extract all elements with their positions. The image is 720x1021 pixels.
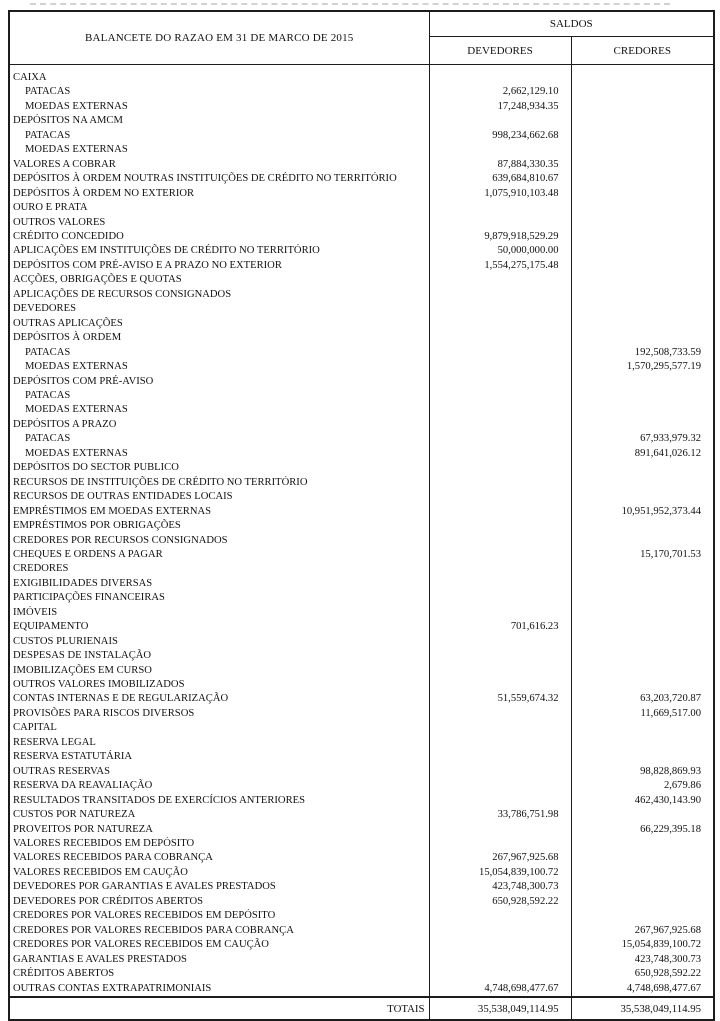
devedores-value	[429, 534, 571, 548]
devedores-value: 50,000,000.00	[429, 244, 571, 258]
devedores-value	[429, 288, 571, 302]
account-label: DEVEDORES	[9, 302, 429, 316]
devedores-value	[429, 216, 571, 230]
devedores-value	[429, 461, 571, 475]
credores-value: 63,203,720.87	[640, 693, 702, 705]
account-label: VALORES RECEBIDOS PARA COBRANÇA	[9, 851, 429, 865]
table-row	[9, 288, 714, 302]
credores-value	[571, 750, 714, 764]
devedores-value	[429, 577, 571, 591]
table-row	[9, 562, 714, 576]
devedores-value	[429, 678, 571, 692]
account-label: DEPÓSITOS A PRAZO	[9, 418, 429, 432]
credores-value: 15,170,701.53	[640, 548, 702, 560]
table-row	[9, 172, 714, 186]
table-row	[9, 158, 714, 172]
table-row	[9, 837, 714, 851]
table-row	[9, 85, 714, 99]
credores-value	[571, 664, 714, 678]
saldos-header: SALDOS	[429, 11, 714, 37]
credores-value	[571, 895, 714, 909]
devedores-value	[429, 389, 571, 403]
table-row	[9, 201, 714, 215]
totals-label: TOTAIS	[9, 997, 429, 1020]
table-row	[9, 548, 714, 562]
table-row	[9, 403, 714, 417]
table-row	[9, 649, 714, 663]
table-row	[9, 187, 714, 201]
account-label: DEPÓSITOS À ORDEM	[9, 331, 429, 345]
table-row	[9, 143, 714, 157]
devedores-value: 4,748,698,477.67	[429, 982, 571, 997]
credores-value	[571, 461, 714, 475]
table-row	[9, 346, 714, 360]
account-label: CRÉDITOS ABERTOS	[9, 967, 429, 981]
table-row	[9, 519, 714, 533]
table-row	[9, 418, 714, 432]
credores-value: 10,951,952,373.44	[621, 505, 702, 517]
account-label: PATACAS	[9, 129, 429, 143]
account-label: CONTAS INTERNAS E DE REGULARIZAÇÃO	[9, 692, 429, 706]
credores-value: 66,229,395.18	[640, 823, 702, 835]
devedores-value	[429, 707, 571, 721]
table-row	[9, 273, 714, 287]
table-row	[9, 606, 714, 620]
table-row	[9, 114, 714, 128]
totals-row	[9, 997, 714, 1020]
table-row	[9, 909, 714, 923]
account-label: CREDORES	[9, 562, 429, 576]
account-label: DEPÓSITOS NA AMCM	[9, 114, 429, 128]
account-label: MOEDAS EXTERNAS	[9, 447, 429, 461]
devedores-value	[429, 562, 571, 576]
table-row	[9, 432, 714, 446]
table-row	[9, 230, 714, 244]
table-row	[9, 244, 714, 258]
devedores-value	[429, 447, 571, 461]
account-label: RECURSOS DE INSTITUIÇÕES DE CRÉDITO NO TERRITÓRIO	[9, 476, 429, 490]
devedores-value	[429, 505, 571, 519]
credores-value: 98,828,869.93	[640, 765, 702, 777]
account-label: PROVISÕES PARA RISCOS DIVERSOS	[9, 707, 429, 721]
table-row	[9, 317, 714, 331]
account-label: VALORES RECEBIDOS EM CAUÇÃO	[9, 866, 429, 880]
account-label: CHEQUES E ORDENS A PAGAR	[9, 548, 429, 562]
account-label: DEPÓSITOS À ORDEM NOUTRAS INSTITUIÇÕES DE CRÉDITO NO TERRITÓRIO	[9, 172, 429, 186]
table-row	[9, 794, 714, 808]
credores-value	[571, 635, 714, 649]
devedores-value	[429, 779, 571, 793]
devedores-value	[429, 765, 571, 779]
table-row	[9, 692, 714, 706]
credores-value	[571, 736, 714, 750]
table-row	[9, 866, 714, 880]
balancete-table	[8, 10, 715, 1021]
account-label: DEVEDORES POR CRÉDITOS ABERTOS	[9, 895, 429, 909]
devedores-value: 267,967,925.68	[429, 851, 571, 865]
devedores-value: 1,075,910,103.48	[429, 187, 571, 201]
devedores-value	[429, 591, 571, 605]
table-row	[9, 129, 714, 143]
credores-value	[571, 476, 714, 490]
credores-value	[571, 302, 714, 316]
table-row	[9, 635, 714, 649]
table-row	[9, 721, 714, 735]
credores-value	[571, 85, 714, 99]
account-label: CRÉDITO CONCEDIDO	[9, 230, 429, 244]
credores-value	[571, 375, 714, 389]
account-label: CUSTOS POR NATUREZA	[9, 808, 429, 822]
credores-value	[571, 606, 714, 620]
account-label: APLICAÇÕES EM INSTITUIÇÕES DE CRÉDITO NO TERRITÓRIO	[9, 244, 429, 258]
credores-value	[571, 866, 714, 880]
table-row	[9, 808, 714, 822]
account-label: APLICAÇÕES DE RECURSOS CONSIGNADOS	[9, 288, 429, 302]
account-label: CREDORES POR RECURSOS CONSIGNADOS	[9, 534, 429, 548]
credores-value: 192,508,733.59	[634, 346, 702, 358]
credores-value	[571, 201, 714, 215]
devedores-value	[429, 346, 571, 360]
account-label: PATACAS	[9, 389, 429, 403]
account-label: MOEDAS EXTERNAS	[9, 100, 429, 114]
account-label: CREDORES POR VALORES RECEBIDOS PARA COBRANÇA	[9, 924, 429, 938]
devedores-value: 9,879,918,529.29	[429, 230, 571, 244]
devedores-value	[429, 418, 571, 432]
devedores-value	[429, 635, 571, 649]
account-label: MOEDAS EXTERNAS	[9, 403, 429, 417]
totals-devedores-value: 35,538,049,114.95	[429, 997, 571, 1020]
devedores-value	[429, 360, 571, 374]
account-label: VALORES A COBRAR	[9, 158, 429, 172]
table-row	[9, 534, 714, 548]
credores-value	[571, 562, 714, 576]
credores-value: 423,748,300.73	[634, 953, 702, 965]
totals-credores-value: 35,538,049,114.95	[571, 997, 714, 1020]
credores-value	[571, 244, 714, 258]
devedores-value: 15,054,839,100.72	[429, 866, 571, 880]
credores-value	[571, 114, 714, 128]
credores-value	[571, 649, 714, 663]
account-label: DEPÓSITOS COM PRÉ-AVISO E A PRAZO NO EXTERIOR	[9, 259, 429, 273]
table-row	[9, 490, 714, 504]
page-title: BALANCETE DO RAZAO EM 31 DE MARCO DE 2015	[9, 11, 429, 65]
devedores-value	[429, 967, 571, 981]
devedores-value	[429, 924, 571, 938]
devedores-value: 423,748,300.73	[429, 880, 571, 894]
devedores-value	[429, 953, 571, 967]
table-row	[9, 750, 714, 764]
account-label: OUTRAS APLICAÇÕES	[9, 317, 429, 331]
devedores-value	[429, 476, 571, 490]
credores-value	[571, 288, 714, 302]
account-label: MOEDAS EXTERNAS	[9, 360, 429, 374]
table-row	[9, 65, 714, 86]
account-label: DEVEDORES POR GARANTIAS E AVALES PRESTADOS	[9, 880, 429, 894]
credores-value: 4,748,698,477.67	[626, 982, 702, 994]
table-row	[9, 360, 714, 374]
account-label: RECURSOS DE OUTRAS ENTIDADES LOCAIS	[9, 490, 429, 504]
devedores-value	[429, 143, 571, 157]
devedores-value	[429, 750, 571, 764]
table-row	[9, 216, 714, 230]
credores-value	[571, 187, 714, 201]
account-label: GARANTIAS E AVALES PRESTADOS	[9, 953, 429, 967]
credores-value	[571, 591, 714, 605]
devedores-value	[429, 736, 571, 750]
credores-value	[571, 880, 714, 894]
account-label: CUSTOS PLURIENAIS	[9, 635, 429, 649]
account-label: OUTRAS RESERVAS	[9, 765, 429, 779]
account-label: RESERVA LEGAL	[9, 736, 429, 750]
credores-value	[571, 534, 714, 548]
table-row	[9, 880, 714, 894]
credores-value	[571, 65, 714, 86]
devedores-value: 1,554,275,175.48	[429, 259, 571, 273]
devedores-value	[429, 649, 571, 663]
devedores-value	[429, 938, 571, 952]
devedores-value	[429, 548, 571, 562]
table-row	[9, 664, 714, 678]
devedores-value	[429, 837, 571, 851]
account-label: RESERVA DA REAVALIAÇÃO	[9, 779, 429, 793]
table-row	[9, 476, 714, 490]
credores-value	[571, 158, 714, 172]
table-row	[9, 447, 714, 461]
account-label: PATACAS	[9, 346, 429, 360]
table-row	[9, 765, 714, 779]
table-row	[9, 851, 714, 865]
credores-value	[571, 389, 714, 403]
account-label: PROVEITOS POR NATUREZA	[9, 823, 429, 837]
credores-value: 11,669,517.00	[640, 707, 702, 719]
credores-value	[571, 837, 714, 851]
credores-value	[571, 721, 714, 735]
credores-value	[571, 129, 714, 143]
devedores-value: 33,786,751.98	[429, 808, 571, 822]
table-row	[9, 505, 714, 519]
devedores-value: 51,559,674.32	[429, 692, 571, 706]
credores-value	[571, 317, 714, 331]
credores-value: 67,933,979.32	[640, 433, 702, 445]
devedores-value	[429, 302, 571, 316]
credores-value	[571, 418, 714, 432]
table-row	[9, 591, 714, 605]
column-header-credores: CREDORES	[571, 37, 714, 65]
table-row	[9, 620, 714, 634]
account-label: IMOBILIZAÇÕES EM CURSO	[9, 664, 429, 678]
devedores-value	[429, 273, 571, 287]
devedores-value: 639,684,810.67	[429, 172, 571, 186]
account-label: CREDORES POR VALORES RECEBIDOS EM CAUÇÃO	[9, 938, 429, 952]
credores-value: 1,570,295,577.19	[626, 361, 702, 373]
table-row	[9, 736, 714, 750]
account-label: IMÓVEIS	[9, 606, 429, 620]
table-row	[9, 953, 714, 967]
devedores-value	[429, 375, 571, 389]
account-label: PARTICIPAÇÕES FINANCEIRAS	[9, 591, 429, 605]
devedores-value	[429, 909, 571, 923]
account-label: EQUIPAMENTO	[9, 620, 429, 634]
account-label: EMPRÉSTIMOS POR OBRIGAÇÕES	[9, 519, 429, 533]
account-label: VALORES RECEBIDOS EM DEPÓSITO	[9, 837, 429, 851]
account-label: PATACAS	[9, 85, 429, 99]
table-row	[9, 577, 714, 591]
account-label: RESULTADOS TRANSITADOS DE EXERCÍCIOS ANTERIORES	[9, 794, 429, 808]
credores-value: 462,430,143.90	[634, 794, 702, 806]
account-label: OURO E PRATA	[9, 201, 429, 215]
credores-value	[571, 808, 714, 822]
credores-value	[571, 273, 714, 287]
credores-value	[571, 259, 714, 273]
account-label: OUTROS VALORES	[9, 216, 429, 230]
credores-value: 650,928,592.22	[634, 968, 702, 980]
table-row	[9, 938, 714, 952]
devedores-value	[429, 823, 571, 837]
account-label: CAIXA	[9, 65, 429, 86]
account-label: RESERVA ESTATUTÁRIA	[9, 750, 429, 764]
credores-value: 267,967,925.68	[634, 924, 702, 936]
devedores-value	[429, 403, 571, 417]
account-label: MOEDAS EXTERNAS	[9, 143, 429, 157]
table-row	[9, 823, 714, 837]
devedores-value	[429, 490, 571, 504]
account-label: EMPRÉSTIMOS EM MOEDAS EXTERNAS	[9, 505, 429, 519]
credores-value	[571, 909, 714, 923]
account-label: DEPÓSITOS À ORDEM NO EXTERIOR	[9, 187, 429, 201]
table-row	[9, 100, 714, 114]
credores-value	[571, 519, 714, 533]
table-row	[9, 707, 714, 721]
account-label: EXIGIBILIDADES DIVERSAS	[9, 577, 429, 591]
devedores-value: 2,662,129.10	[429, 85, 571, 99]
devedores-value	[429, 317, 571, 331]
column-header-devedores: DEVEDORES	[429, 37, 571, 65]
devedores-value	[429, 794, 571, 808]
devedores-value	[429, 664, 571, 678]
devedores-value: 998,234,662.68	[429, 129, 571, 143]
table-row	[9, 779, 714, 793]
account-label: DEPÓSITOS DO SECTOR PUBLICO	[9, 461, 429, 475]
account-label: CAPITAL	[9, 721, 429, 735]
credores-value	[571, 577, 714, 591]
credores-value	[571, 143, 714, 157]
table-row	[9, 982, 714, 997]
account-label: PATACAS	[9, 432, 429, 446]
table-row	[9, 895, 714, 909]
table-row	[9, 259, 714, 273]
table-row	[9, 461, 714, 475]
account-label: DEPÓSITOS COM PRÉ-AVISO	[9, 375, 429, 389]
devedores-value: 17,248,934.35	[429, 100, 571, 114]
devedores-value: 650,928,592.22	[429, 895, 571, 909]
credores-value: 15,054,839,100.72	[621, 939, 702, 951]
devedores-value	[429, 114, 571, 128]
table-header	[9, 11, 714, 65]
devedores-value	[429, 201, 571, 215]
devedores-value	[429, 432, 571, 446]
devedores-value: 87,884,330.35	[429, 158, 571, 172]
credores-value	[571, 678, 714, 692]
credores-value	[571, 403, 714, 417]
devedores-value	[429, 331, 571, 345]
table-row	[9, 924, 714, 938]
account-label: OUTRAS CONTAS EXTRAPATRIMONIAIS	[9, 982, 429, 997]
table-row	[9, 967, 714, 981]
credores-value	[571, 620, 714, 634]
credores-value	[571, 490, 714, 504]
credores-value	[571, 851, 714, 865]
table-row	[9, 302, 714, 316]
table-row	[9, 389, 714, 403]
devedores-value	[429, 65, 571, 86]
credores-value	[571, 331, 714, 345]
table-row	[9, 678, 714, 692]
devedores-value	[429, 519, 571, 533]
credores-value	[571, 216, 714, 230]
credores-value	[571, 230, 714, 244]
credores-value: 2,679.86	[663, 780, 702, 792]
devedores-value: 701,616.23	[429, 620, 571, 634]
account-label: DESPESAS DE INSTALAÇÃO	[9, 649, 429, 663]
devedores-value	[429, 606, 571, 620]
credores-value: 891,641,026.12	[634, 447, 702, 459]
account-label: ACÇÕES, OBRIGAÇÕES E QUOTAS	[9, 273, 429, 287]
account-rows	[9, 65, 714, 998]
table-row	[9, 375, 714, 389]
table-row	[9, 331, 714, 345]
devedores-value	[429, 721, 571, 735]
account-label: CREDORES POR VALORES RECEBIDOS EM DEPÓSITO	[9, 909, 429, 923]
account-label: OUTROS VALORES IMOBILIZADOS	[9, 678, 429, 692]
credores-value	[571, 100, 714, 114]
credores-value	[571, 172, 714, 186]
scan-artifact-line	[30, 3, 670, 5]
